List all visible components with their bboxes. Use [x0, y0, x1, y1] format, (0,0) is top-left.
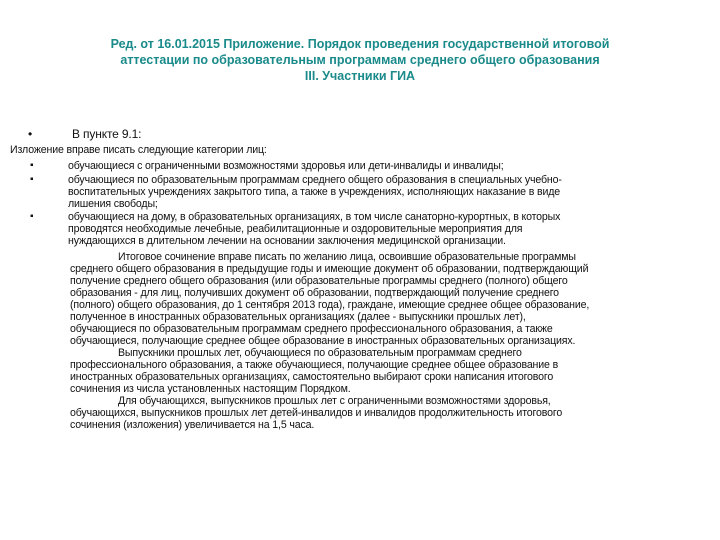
bullet-item-line: нуждающихся в длительном лечении на основании заключения медицинской организации. — [68, 235, 506, 247]
point-heading: В пункте 9.1: — [72, 127, 142, 141]
bullet-icon: • — [28, 127, 33, 141]
paragraph-line: среднего общего образования в предыдущие годы и имеющие документ об образовании, подтверждающий — [70, 263, 589, 275]
bullet-item-line: проводятся необходимые лечебные, реабилитационные и оздоровительные мероприятия для — [68, 223, 523, 235]
paragraph-line: (полного) общего образования, до 1 сентября 2013 года), граждане, имеющие среднее общее образование, — [70, 299, 590, 311]
paragraph-line: обучающиеся, получающие среднее общее образование в иностранных образовательных организациях. — [70, 335, 576, 347]
bullet-item-line: обучающиеся по образовательным программам среднего общего образования в специальных учебно- — [68, 173, 562, 186]
bullet-icon: ▪ — [30, 160, 34, 171]
paragraph-line: сочинения (изложения) увеличивается на 1,5 часа. — [70, 419, 315, 431]
bullet-item-line: обучающиеся на дому, в образовательных организациях, в том числе санаторно-курортных, в которых — [68, 211, 561, 223]
paragraph-line: сочинения из числа установленных настоящим Порядком. — [70, 383, 351, 395]
bullet-item-line: обучающиеся с ограниченными возможностями здоровья или дети-инвалиды и инвалиды; — [68, 160, 504, 172]
bullet-item-line: лишения свободы; — [68, 197, 158, 210]
paragraph-line: Для обучающихся, выпускников прошлых лет с ограниченными возможностями здоровья, — [118, 395, 551, 407]
paragraph-line: Итоговое сочинение вправе писать по желанию лица, освоившие образовательные программы — [118, 251, 576, 263]
paragraph-line: получение среднего общего образования (или образовательные программы среднего (полного) общего — [70, 275, 568, 287]
bullet-icon: ▪ — [30, 211, 34, 222]
page-title — [0, 36, 720, 84]
title-line: Ред. от 16.01.2015 Приложение. Порядок проведения государственной итоговой — [110, 37, 610, 51]
title-line: III. Участники ГИА — [304, 69, 416, 83]
paragraph-line: иностранных образовательных организациях, самостоятельно выбирают сроки написания итогового — [70, 371, 554, 383]
paragraph-line: обучающиеся по образовательным программам среднего профессионального образования, а также — [70, 323, 553, 335]
paragraph-line: образования - для лиц, получивших документ об образовании, подтверждающий получение среднего — [70, 287, 559, 299]
paragraph-line: полученное в иностранных образовательных организациях (далее - выпускники прошлых лет), — [70, 311, 526, 323]
paragraph-line: обучающихся, выпускников прошлых лет детей-инвалидов и инвалидов продолжительность итогового — [70, 407, 563, 419]
intro-text: Изложение вправе писать следующие категории лиц: — [10, 144, 267, 156]
paragraph-line: Выпускники прошлых лет, обучающиеся по образовательным программам среднего — [118, 347, 522, 359]
bullet-item-line: воспитательных учреждениях закрытого типа, а также в учреждениях, исполняющих наказание в виде — [68, 185, 561, 198]
paragraph-line: профессионального образования, а также обучающиеся, получающие среднее общее образование в — [70, 359, 559, 371]
bullet-icon: ▪ — [30, 173, 34, 185]
title-line: аттестации по образовательным программам среднего общего образования — [120, 53, 600, 67]
